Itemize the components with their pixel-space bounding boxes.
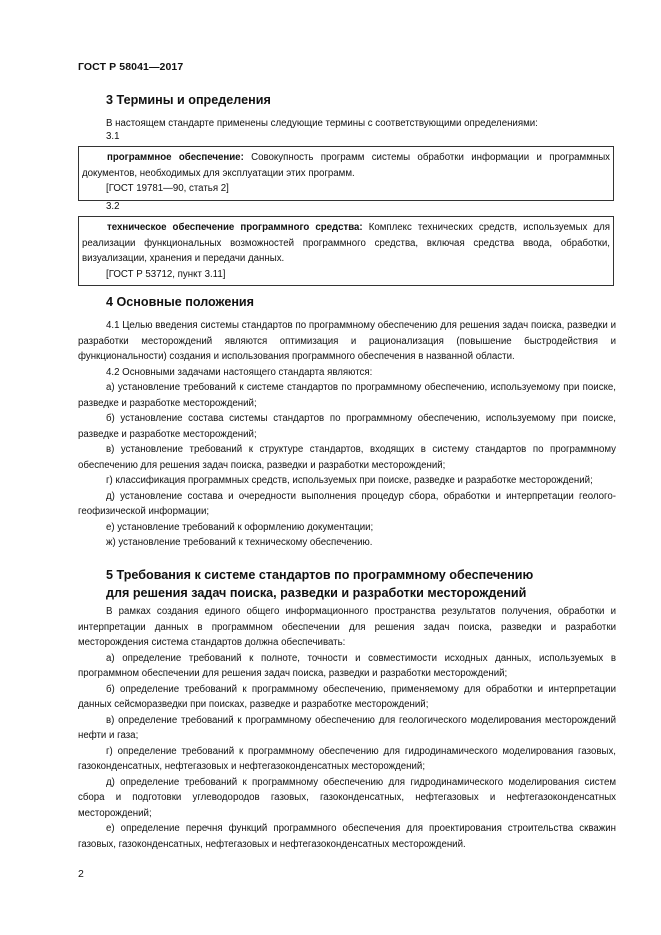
term-2-definition: Комплекс технических средств, используемых для реализации функциональных возможностей программного средства, включая средства ввода, обработки, визуализации, хранения и передачи данных.	[82, 222, 610, 264]
section-3-intro: В настоящем стандарте применены следующие термины с соответствующими определениями:	[106, 118, 538, 129]
term-1-reference: [ГОСТ 19781—90, статья 2]	[106, 183, 229, 194]
document-code: ГОСТ Р 58041—2017	[78, 61, 184, 73]
section-3-title: 3 Термины и определения	[106, 93, 271, 107]
term-2-reference: [ГОСТ Р 53712, пункт 3.11]	[106, 268, 226, 280]
section-4-body: 4.1 Целью введения системы стандартов по программному обеспечению для решения задач поиска, разведки и разработки месторождений являются оптимизация и рационализация (повышение быстродействия и функциональности) создания и использования программного обеспечения в названной области. 4.2 Основными задачами настоящего стандарта являются: а) установление требований к системе стандартов по программному обеспечению, используемому при поиске, разведке и разработке месторождений; б) установление состава системы стандартов по программному обеспечению, используемому при поиске, разведке и разработке месторождений; в) установление требований к структуре стандартов, входящих в систему стандартов по программному обеспечению для решения задач поиска, разведки и разработки месторождений; г) классификация программных средств, используемых при поиске, разведке и разработке месторождений; д) установление состава и очередности выполнения процедур сбора, обработки и интерпретации геолого-геофизической информации; е) установление требований к оформлению документации; ж) установление требований к техническому обеспечению.	[78, 320, 616, 548]
term-box-1	[78, 146, 614, 201]
term-box-2	[78, 216, 614, 286]
term-1-number: 3.1	[106, 131, 120, 142]
term-1-name: программное обеспечение:	[107, 152, 244, 163]
section-5-body: В рамках создания единого общего информационного пространства результатов получения, обработки и интерпретации данных в программном обеспечении для решения задач поиска, разведки и разработки месторождения система стандартов должна обеспечивать: а) определение требований к полноте, точности и совместимости исходных данных, используемых в программном обеспечении для решения задач поиска, разведки и разработки месторождений; б) определение требований к программному обеспечению, применяемому для обработки и интерпретации данных сейсморазведки при поисках, разведке и разработке месторождений; в) определение требований к программному обеспечению для геологического моделирования месторождений нефти и газа; г) определение требований к программному обеспечению для гидродинамического моделирования газовых, газоконденсатных, нефтегазовых и нефтегазоконденсатных месторождений; д) определение требований к программному обеспечению для гидродинамического моделирования систем сбора и подготовки углеводородов газовых, газоконденсатных, нефтегазовых и нефтегазоконденсатных месторождений; е) определение перечня функций программного обеспечения для проектирования строительства скважин газовых, газоконденсатных, нефтегазовых и нефтегазоконденсатных месторождений.	[78, 606, 616, 850]
term-1-definition: Совокупность программ системы обработки информации и программных документов, необходимых для эксплуатации этих программ.	[82, 152, 611, 179]
page-number: 2	[78, 868, 84, 880]
section-4-title: 4 Основные положения	[106, 295, 255, 309]
term-2-name: техническое обеспечение программного средства:	[107, 222, 363, 233]
term-2-number: 3.2	[106, 201, 120, 212]
section-5-title: 5 Требования к системе стандартов по программному обеспечению для решения задач поиска, разведки и разработки месторождений	[106, 568, 534, 600]
